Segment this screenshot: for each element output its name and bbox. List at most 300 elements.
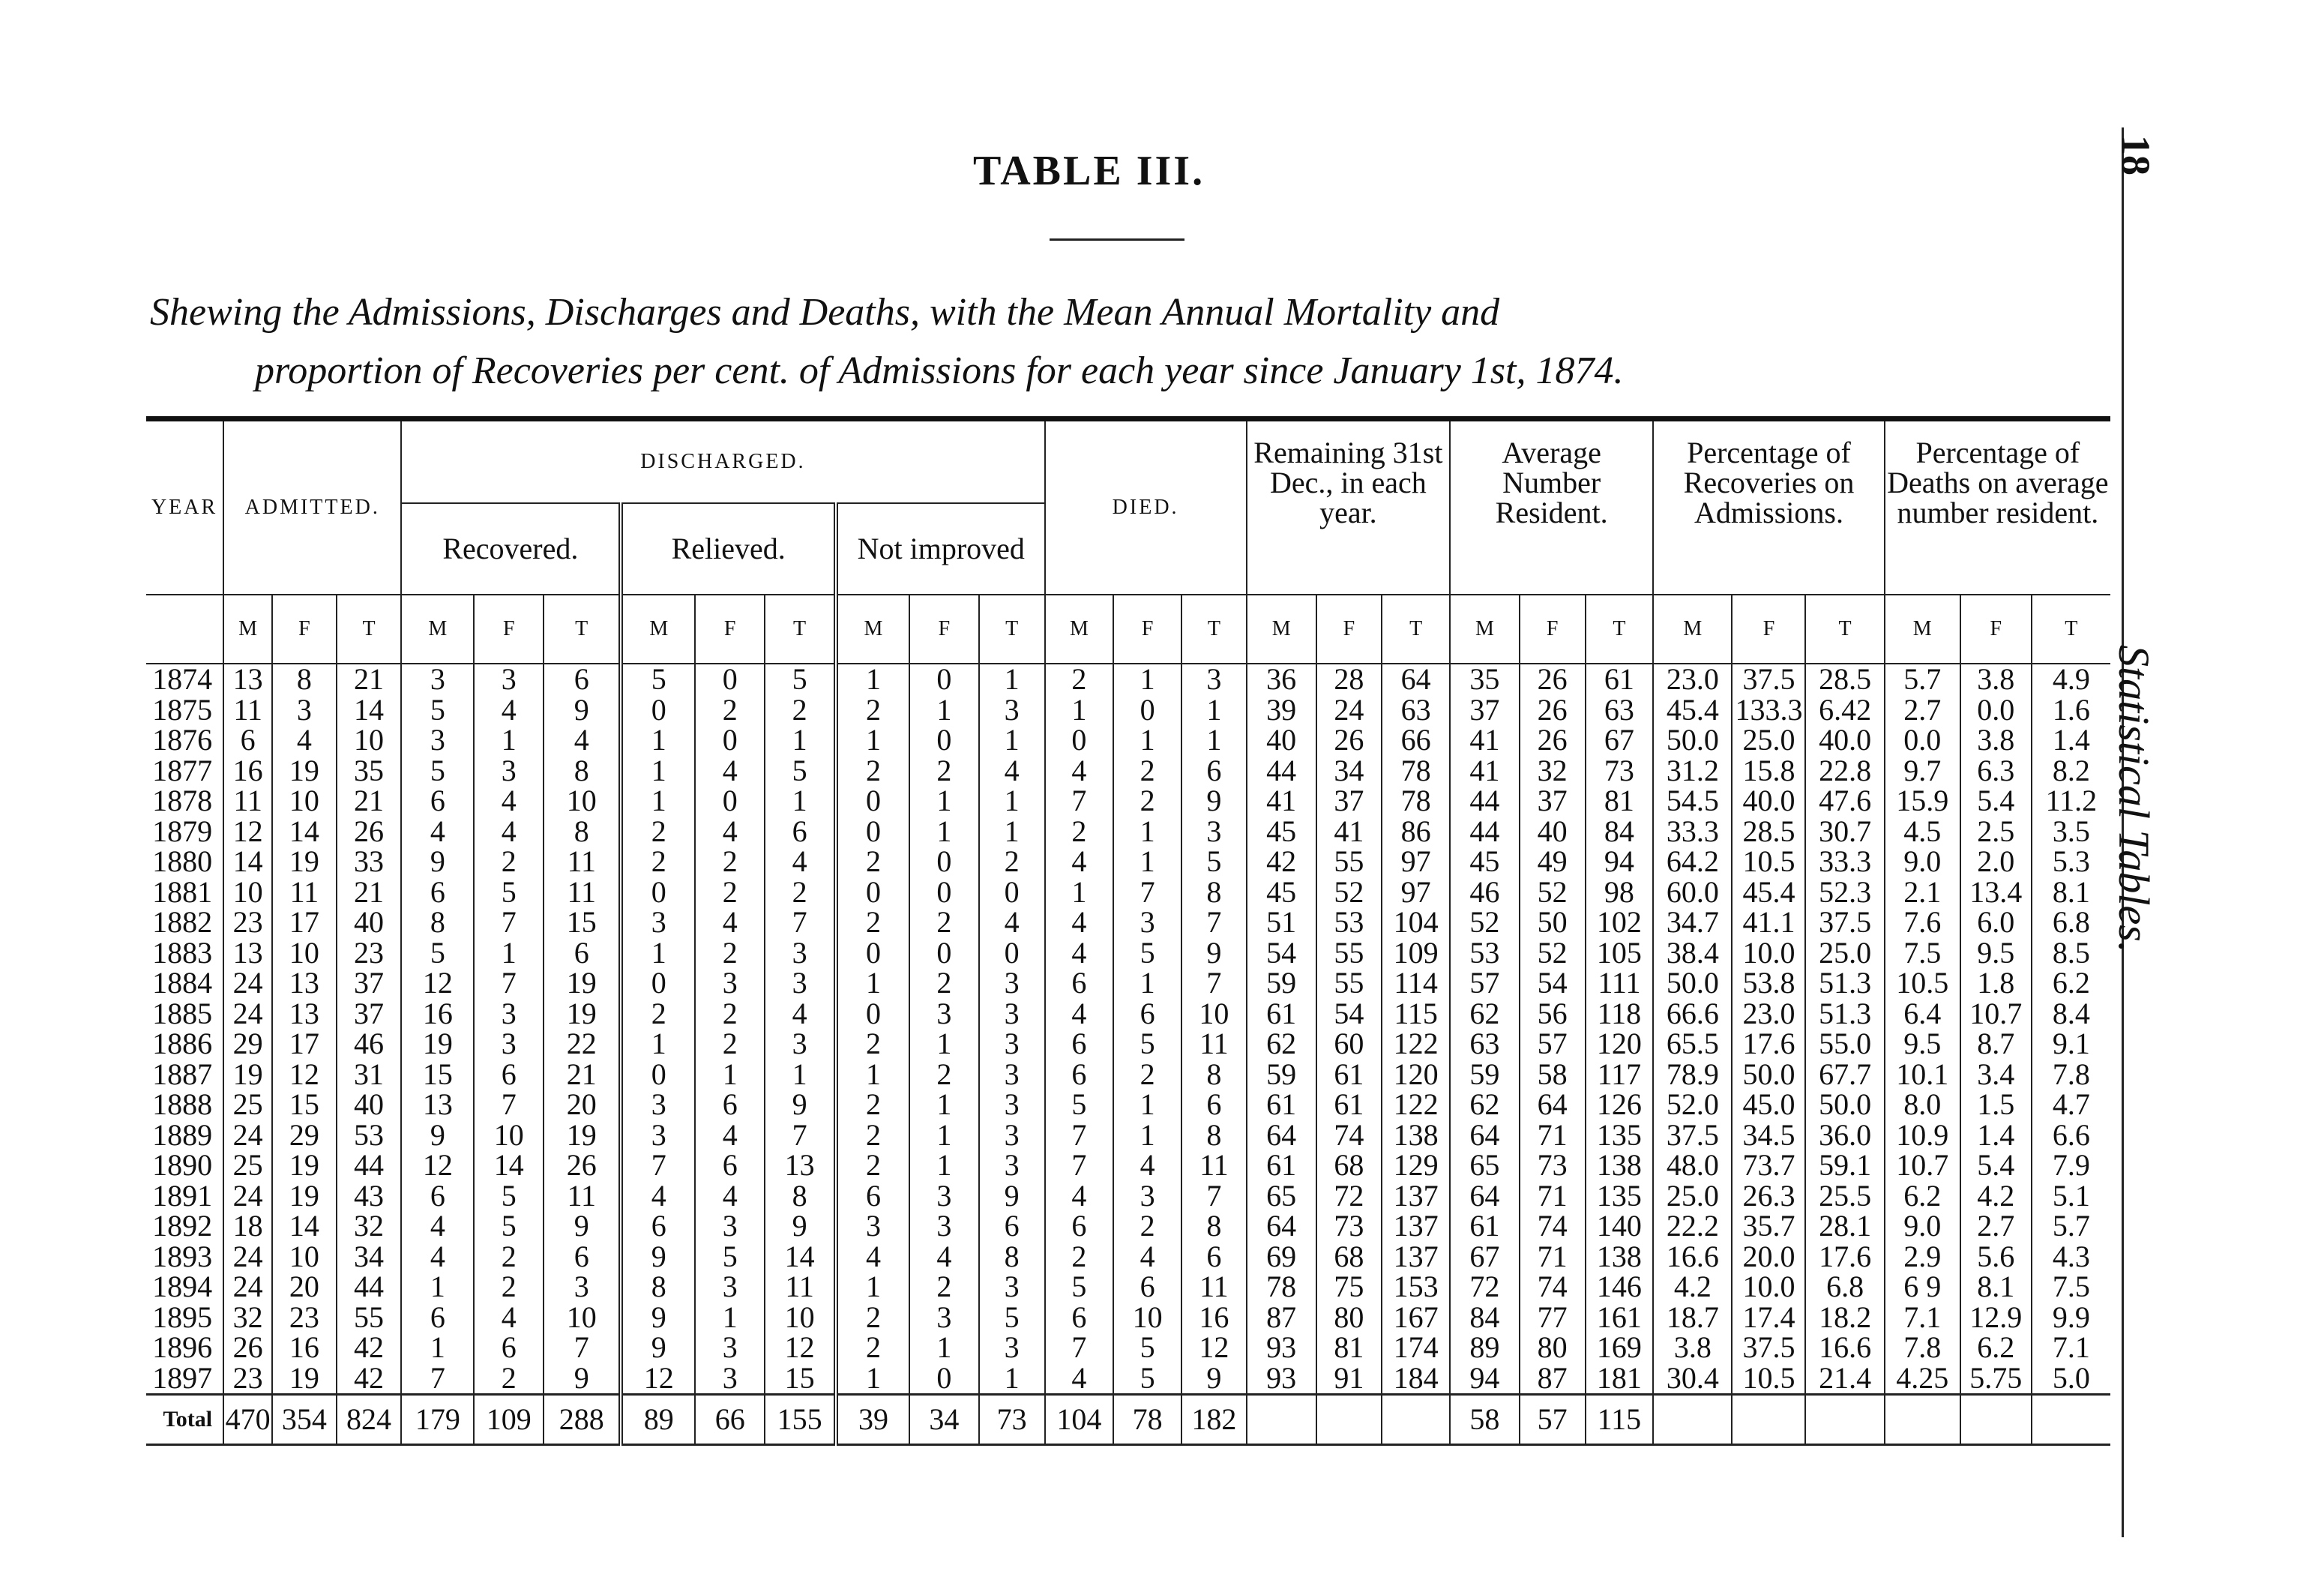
table-cell: 10.1: [1885, 1060, 1960, 1090]
table-cell: 10.5: [1885, 968, 1960, 999]
table-cell: 23.0: [1653, 664, 1732, 695]
mft-header-f: F: [272, 595, 337, 664]
table-cell: 7: [1045, 1150, 1114, 1181]
table-cell: 4: [474, 786, 544, 817]
table-cell: 102: [1586, 907, 1654, 938]
table-cell: 9: [979, 1181, 1045, 1212]
table-cell: 14: [272, 817, 337, 847]
table-cell: 7.8: [2032, 1060, 2110, 1090]
table-cell: 7.1: [1885, 1303, 1960, 1333]
table-cell: 5.7: [1885, 664, 1960, 695]
table-cell: 61: [1316, 1060, 1382, 1090]
table-cell: 1: [1113, 847, 1181, 877]
table-cell: 5: [765, 664, 836, 695]
table-cell: 9.7: [1885, 756, 1960, 787]
table-cell: 37.5: [1805, 907, 1884, 938]
table-cell: 24: [223, 968, 272, 999]
table-cell: 71: [1520, 1120, 1586, 1151]
table-cell: 73: [1316, 1211, 1382, 1242]
table-cell: 81: [1316, 1333, 1382, 1363]
table-cell: 11: [1181, 1150, 1247, 1181]
table-cell: 2: [1113, 1060, 1181, 1090]
table-cell: 1.8: [1960, 968, 2032, 999]
mft-header-blank: [146, 595, 223, 664]
table-cell: 2: [1045, 1242, 1114, 1273]
table-cell: 40: [337, 907, 402, 938]
table-cell: 0: [909, 847, 979, 877]
table-cell: 7: [474, 907, 544, 938]
table-cell: 135: [1586, 1181, 1654, 1212]
table-cell: 20: [272, 1272, 337, 1303]
table-cell: 2: [836, 695, 909, 726]
table-cell: 10: [337, 725, 402, 756]
total-cell: 824: [337, 1395, 402, 1445]
table-cell: 5: [474, 1211, 544, 1242]
table-cell: 25: [223, 1150, 272, 1181]
table-cell: 8: [1181, 1060, 1247, 1090]
table-cell: 52: [1316, 877, 1382, 908]
table-cell: 33: [337, 847, 402, 877]
table-cell: 32: [223, 1303, 272, 1333]
table-cell: 31: [337, 1060, 402, 1090]
table-cell: 0.0: [1960, 695, 2032, 726]
table-row: [146, 999, 2110, 1030]
mft-header-f: F: [1960, 595, 2032, 664]
table-cell: 8.4: [2032, 999, 2110, 1030]
table-cell: 16: [223, 756, 272, 787]
table-cell: 44: [1450, 817, 1520, 847]
table-cell: 4: [1045, 1181, 1114, 1212]
table-cell: 44: [337, 1272, 402, 1303]
table-cell: 1: [979, 1363, 1045, 1395]
table-cell: 4: [765, 847, 836, 877]
table-cell: 12.9: [1960, 1303, 2032, 1333]
table-cell: 0: [909, 938, 979, 969]
table-cell: 61: [1316, 1090, 1382, 1120]
table-cell: 1: [836, 1363, 909, 1395]
table-cell: 1.6: [2032, 695, 2110, 726]
table-cell: 11: [1181, 1272, 1247, 1303]
table-cell: 17.6: [1805, 1242, 1884, 1273]
table-cell: 13: [223, 664, 272, 695]
table-cell: 2: [836, 1333, 909, 1363]
table-cell: 59.1: [1805, 1150, 1884, 1181]
table-cell: 3: [1113, 1181, 1181, 1212]
died-header: DIED.: [1045, 419, 1247, 595]
table-cell: 0: [695, 725, 765, 756]
table-cell: 2: [621, 999, 695, 1030]
table-cell: 20.0: [1732, 1242, 1805, 1273]
table-cell: 3: [1113, 907, 1181, 938]
pct-deaths-header: Percentage of Deaths on average number resident.: [1885, 419, 2110, 595]
table-cell: 51.3: [1805, 999, 1884, 1030]
row-year: 1874: [152, 662, 213, 696]
table-cell: 9: [621, 1333, 695, 1363]
table-cell: 19: [544, 968, 621, 999]
table-cell: 1: [1113, 968, 1181, 999]
table-row: [146, 786, 2110, 817]
mft-header-f: F: [1113, 595, 1181, 664]
table-cell: 9.0: [1885, 847, 1960, 877]
table-cell: 7: [765, 1120, 836, 1151]
row-year: 1882: [152, 905, 213, 939]
table-cell: 2: [695, 695, 765, 726]
table-cell: 8: [979, 1242, 1045, 1273]
table-cell: 1: [1181, 725, 1247, 756]
table-cell: 8: [1181, 877, 1247, 908]
statistics-table: [146, 416, 2110, 1446]
table-cell: 59: [1450, 1060, 1520, 1090]
table-cell: 4.9: [2032, 664, 2110, 695]
table-cell: 2: [836, 847, 909, 877]
table-cell: 40.0: [1732, 786, 1805, 817]
table-cell: 7: [401, 1363, 474, 1395]
table-cell: 61: [1247, 1150, 1316, 1181]
table-cell: 8.1: [1960, 1272, 2032, 1303]
table-cell: 9.0: [1885, 1211, 1960, 1242]
table-cell: 12: [223, 817, 272, 847]
table-cell: 129: [1382, 1150, 1450, 1181]
table-cell: 55: [1316, 968, 1382, 999]
subtitle-line-1: Shewing the Admissions, Discharges and Deaths, with the Mean Annual Mortality and: [150, 291, 1500, 334]
table-cell: 14: [223, 847, 272, 877]
table-cell: 65: [1247, 1181, 1316, 1212]
table-cell: 2: [695, 1029, 765, 1060]
table-cell: 63: [1450, 1029, 1520, 1060]
table-cell: 12: [1181, 1333, 1247, 1363]
remaining-header: Remaining 31st Dec., in each year.: [1247, 419, 1450, 595]
table-cell: 3: [979, 1029, 1045, 1060]
table-cell: 87: [1520, 1363, 1586, 1395]
mft-header-t: T: [979, 595, 1045, 664]
table-cell: 1: [979, 817, 1045, 847]
table-cell: 3: [621, 1090, 695, 1120]
table-cell: 34: [1316, 756, 1382, 787]
table-cell: 18: [223, 1211, 272, 1242]
table-cell: 167: [1382, 1303, 1450, 1333]
table-cell: 35: [1450, 664, 1520, 695]
table-cell: 22.2: [1653, 1211, 1732, 1242]
table-cell: 5: [1113, 1363, 1181, 1395]
table-cell: 2: [695, 999, 765, 1030]
mft-header-f: F: [909, 595, 979, 664]
table-cell: 4: [1045, 999, 1114, 1030]
table-cell: 3: [979, 1060, 1045, 1090]
table-cell: 5: [401, 756, 474, 787]
table-cell: 6.8: [1805, 1272, 1884, 1303]
table-cell: 3: [979, 999, 1045, 1030]
table-cell: 6: [1181, 1242, 1247, 1273]
table-cell: 6.2: [2032, 968, 2110, 999]
table-cell: 40: [1520, 817, 1586, 847]
table-cell: 1: [909, 817, 979, 847]
table-cell: 74: [1520, 1272, 1586, 1303]
total-cell: [1382, 1395, 1450, 1445]
total-cell: 470: [223, 1395, 272, 1445]
mft-header-m: M: [1450, 595, 1520, 664]
table-cell: 23: [223, 1363, 272, 1395]
table-cell: 74: [1520, 1211, 1586, 1242]
table-cell: 3: [544, 1272, 621, 1303]
table-cell: 1.4: [2032, 725, 2110, 756]
table-cell: 10.0: [1732, 1272, 1805, 1303]
table-cell: 3: [765, 1029, 836, 1060]
table-cell: 105: [1586, 938, 1654, 969]
table-cell: 2: [695, 847, 765, 877]
table-cell: 1: [836, 1272, 909, 1303]
table-cell: 6: [695, 1150, 765, 1181]
mft-header-t: T: [544, 595, 621, 664]
table-cell: 114: [1382, 968, 1450, 999]
table-cell: 2: [909, 756, 979, 787]
table-cell: 1: [621, 938, 695, 969]
table-cell: 78: [1382, 756, 1450, 787]
table-cell: 10: [1181, 999, 1247, 1030]
row-year: 1888: [152, 1087, 213, 1121]
table-cell: 133.3: [1732, 695, 1805, 726]
table-cell: 3: [474, 756, 544, 787]
table-cell: 64: [1247, 1120, 1316, 1151]
total-cell: 57: [1520, 1395, 1586, 1445]
table-cell: 3.4: [1960, 1060, 2032, 1090]
table-cell: 6: [1181, 756, 1247, 787]
table-cell: 17.4: [1732, 1303, 1805, 1333]
subtitle-line-2: proportion of Recoveries per cent. of Admissions for each year since January 1st, 1874.: [255, 349, 1624, 392]
table-cell: 10: [272, 938, 337, 969]
row-year: 1881: [152, 874, 213, 909]
table-cell: 3: [474, 1029, 544, 1060]
table-cell: 2.0: [1960, 847, 2032, 877]
table-cell: 3: [979, 1333, 1045, 1363]
table-row: [146, 1333, 2110, 1363]
table-cell: 0: [909, 877, 979, 908]
table-cell: 60: [1316, 1029, 1382, 1060]
row-year: 1896: [152, 1330, 213, 1364]
table-cell: 6: [1113, 1272, 1181, 1303]
table-cell: 9.1: [2032, 1029, 2110, 1060]
table-cell: 3.8: [1960, 725, 2032, 756]
table-cell: 97: [1382, 877, 1450, 908]
table-cell: 84: [1586, 817, 1654, 847]
table-cell: 0: [695, 664, 765, 695]
table-cell: 1: [765, 786, 836, 817]
table-cell: 8: [544, 756, 621, 787]
table-cell: 29: [272, 1120, 337, 1151]
row-year: 1880: [152, 844, 213, 878]
table-cell: 1: [1113, 664, 1181, 695]
table-cell: 104: [1382, 907, 1450, 938]
table-cell: 4: [621, 1181, 695, 1212]
table-cell: 40.0: [1805, 725, 1884, 756]
table-cell: 4.25: [1885, 1363, 1960, 1395]
table-cell: 3: [272, 695, 337, 726]
table-cell: 37: [1316, 786, 1382, 817]
table-cell: 11: [544, 877, 621, 908]
table-cell: 97: [1382, 847, 1450, 877]
table-cell: 25.0: [1653, 1181, 1732, 1212]
table-row: [146, 756, 2110, 787]
table-cell: 6: [474, 1060, 544, 1090]
table-cell: 15: [272, 1090, 337, 1120]
table-cell: 10: [474, 1120, 544, 1151]
table-cell: 61: [1586, 664, 1654, 695]
table-cell: 16: [272, 1333, 337, 1363]
table-cell: 63: [1586, 695, 1654, 726]
table-cell: 81: [1586, 786, 1654, 817]
table-cell: 25: [223, 1090, 272, 1120]
table-cell: 0: [836, 999, 909, 1030]
table-cell: 66: [1382, 725, 1450, 756]
table-cell: 3.8: [1653, 1333, 1732, 1363]
table-cell: 181: [1586, 1363, 1654, 1395]
table-cell: 9: [544, 695, 621, 726]
table-cell: 4: [1113, 1150, 1181, 1181]
table-cell: 4: [765, 999, 836, 1030]
table-cell: 5: [979, 1303, 1045, 1333]
table-cell: 2: [836, 1150, 909, 1181]
table-cell: 1: [909, 1120, 979, 1151]
table-cell: 54: [1247, 938, 1316, 969]
table-cell: 50.0: [1805, 1090, 1884, 1120]
table-cell: 1: [836, 664, 909, 695]
table-cell: 1: [1113, 817, 1181, 847]
mft-header-t: T: [337, 595, 402, 664]
table-cell: 1: [979, 786, 1045, 817]
table-row: [146, 1120, 2110, 1151]
table-cell: 4: [695, 1120, 765, 1151]
table-cell: 19: [272, 847, 337, 877]
table-cell: 8: [1181, 1211, 1247, 1242]
table-cell: 5.6: [1960, 1242, 2032, 1273]
table-cell: 2: [1113, 786, 1181, 817]
table-cell: 38.4: [1653, 938, 1732, 969]
table-cell: 10: [223, 877, 272, 908]
table-cell: 54: [1316, 999, 1382, 1030]
table-cell: 46: [337, 1029, 402, 1060]
table-cell: 16: [1181, 1303, 1247, 1333]
table-cell: 12: [401, 968, 474, 999]
table-cell: 52.0: [1653, 1090, 1732, 1120]
table-cell: 9: [621, 1242, 695, 1273]
table-cell: 3: [909, 1211, 979, 1242]
table-cell: 84: [1450, 1303, 1520, 1333]
table-cell: 4: [979, 756, 1045, 787]
total-cell: 73: [979, 1395, 1045, 1445]
table-cell: 1: [1045, 695, 1114, 726]
table-cell: 1: [621, 786, 695, 817]
table-cell: 22: [544, 1029, 621, 1060]
table-cell: 1: [401, 1333, 474, 1363]
table-row: [146, 664, 2110, 695]
table-cell: 4: [544, 725, 621, 756]
table-cell: 67: [1450, 1242, 1520, 1273]
row-year: 1897: [152, 1360, 213, 1395]
table-cell: 6: [1045, 1211, 1114, 1242]
table-cell: 1: [909, 695, 979, 726]
table-cell: 9: [544, 1211, 621, 1242]
table-cell: 9: [765, 1090, 836, 1120]
table-cell: 1: [1045, 877, 1114, 908]
table-cell: 1.4: [1960, 1120, 2032, 1151]
table-cell: 8.5: [2032, 938, 2110, 969]
total-cell: 34: [909, 1395, 979, 1445]
table-cell: 11: [223, 786, 272, 817]
table-cell: 9: [765, 1211, 836, 1242]
table-cell: 22.8: [1805, 756, 1884, 787]
table-cell: 14: [474, 1150, 544, 1181]
table-cell: 122: [1382, 1029, 1450, 1060]
table-cell: 3: [695, 1211, 765, 1242]
mft-header-m: M: [1653, 595, 1732, 664]
row-year: 1883: [152, 935, 213, 970]
table-cell: 61: [1450, 1211, 1520, 1242]
table-cell: 11: [272, 877, 337, 908]
table-cell: 51.3: [1805, 968, 1884, 999]
table-cell: 5: [474, 877, 544, 908]
table-cell: 94: [1586, 847, 1654, 877]
table-cell: 174: [1382, 1333, 1450, 1363]
table-cell: 73: [1586, 756, 1654, 787]
table-cell: 24: [223, 1181, 272, 1212]
table-cell: 8: [401, 907, 474, 938]
table-cell: 45.0: [1732, 1090, 1805, 1120]
table-row: [146, 938, 2110, 969]
mft-header-m: M: [1247, 595, 1316, 664]
table-row: [146, 877, 2110, 908]
table-cell: 21: [337, 664, 402, 695]
table-cell: 98: [1586, 877, 1654, 908]
total-cell: 288: [544, 1395, 621, 1445]
table-cell: 50: [1520, 907, 1586, 938]
table-cell: 10.5: [1732, 1363, 1805, 1395]
table-cell: 6: [1045, 1303, 1114, 1333]
table-cell: 8: [544, 817, 621, 847]
table-cell: 3: [1181, 817, 1247, 847]
table-cell: 25.5: [1805, 1181, 1884, 1212]
total-cell: [1960, 1395, 2032, 1445]
table-cell: 14: [765, 1242, 836, 1273]
table-cell: 71: [1520, 1181, 1586, 1212]
table-cell: 26: [223, 1333, 272, 1363]
table-cell: 12: [765, 1333, 836, 1363]
table-cell: 184: [1382, 1363, 1450, 1395]
table-cell: 52.3: [1805, 877, 1884, 908]
table-cell: 6.8: [2032, 907, 2110, 938]
mft-header-m: M: [836, 595, 909, 664]
total-cell: [1247, 1395, 1316, 1445]
total-cell: [1653, 1395, 1732, 1445]
table-cell: 42: [337, 1333, 402, 1363]
table-cell: 5: [621, 664, 695, 695]
table-cell: 137: [1382, 1211, 1450, 1242]
row-year: 1886: [152, 1027, 213, 1060]
table-cell: 1: [909, 1150, 979, 1181]
table-cell: 19: [544, 999, 621, 1030]
table-cell: 126: [1586, 1090, 1654, 1120]
table-cell: 45: [1247, 877, 1316, 908]
table-cell: 48.0: [1653, 1150, 1732, 1181]
table-cell: 68: [1316, 1150, 1382, 1181]
total-cell: 109: [474, 1395, 544, 1445]
total-cell: 104: [1045, 1395, 1114, 1445]
total-cell: [1732, 1395, 1805, 1445]
table-cell: 93: [1247, 1333, 1316, 1363]
table-cell: 28.5: [1732, 817, 1805, 847]
total-cell: 115: [1586, 1395, 1654, 1445]
table-cell: 80: [1316, 1303, 1382, 1333]
table-cell: 6: [621, 1211, 695, 1242]
table-cell: 9: [1181, 786, 1247, 817]
